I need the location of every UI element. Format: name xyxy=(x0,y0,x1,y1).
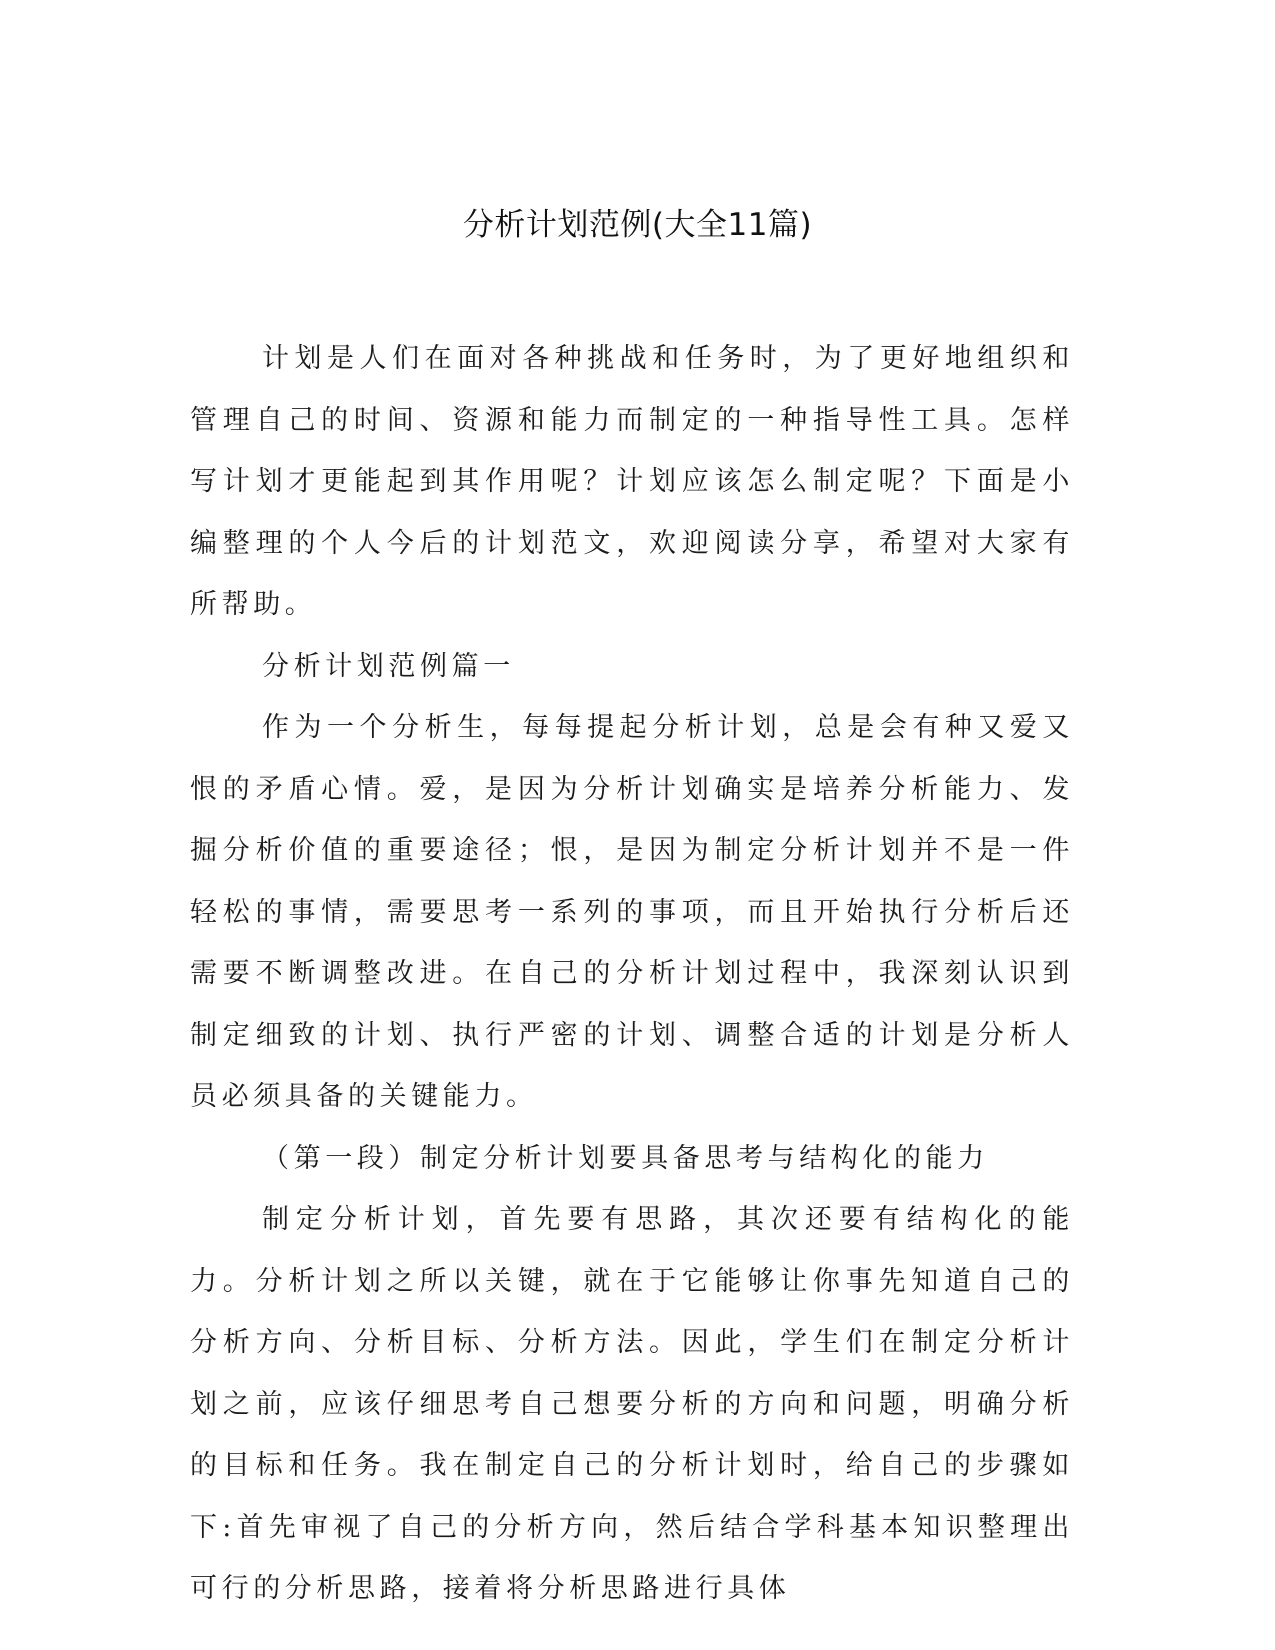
subsection-heading: （第一段）制定分析计划要具备思考与结构化的能力 xyxy=(262,1142,989,1174)
body-paragraph: 制定分析计划，首先要有思路，其次还要有结构化的能力。分析计划之所以关键，就在于它能够让你事先知道自己的分析方向、分析目标、分析方法。因此，学生们在制定分析计划之前，应该仔细思考自己想要分析的方向和问题，明确分析的目标和任务。我在制定自己的分析计划时，给自己的步骤如下:首先审视了自己的分析方向，然后结合学科基本知识整理出可行的分析思路，接着将分析思路进行具体 xyxy=(190,1204,1074,1604)
section-heading-part-one: 分析计划范例篇一 xyxy=(262,650,515,682)
intro-paragraph: 计划是人们在面对各种挑战和任务时，为了更好地组织和管理自己的时间、资源和能力而制定的一种指导性工具。怎样写计划才更能起到其作用呢？计划应该怎么制定呢？下面是小编整理的个人今后的计划范文，欢迎阅读分享，希望对大家有所帮助。 xyxy=(190,343,1074,620)
document-title: 分析计划范例(大全11篇) xyxy=(462,207,813,243)
document-body xyxy=(190,328,1074,1620)
body-paragraph: 作为一个分析生，每每提起分析计划，总是会有种又爱又恨的矛盾心情。爱，是因为分析计划确实是培养分析能力、发掘分析价值的重要途径；恨，是因为制定分析计划并不是一件轻松的事情，需要思考一系列的事项，而且开始执行分析后还需要不断调整改进。在自己的分析计划过程中，我深刻认识到制定细致的计划、执行严密的计划、调整合适的计划是分析人员必须具备的关键能力。 xyxy=(190,712,1074,1112)
